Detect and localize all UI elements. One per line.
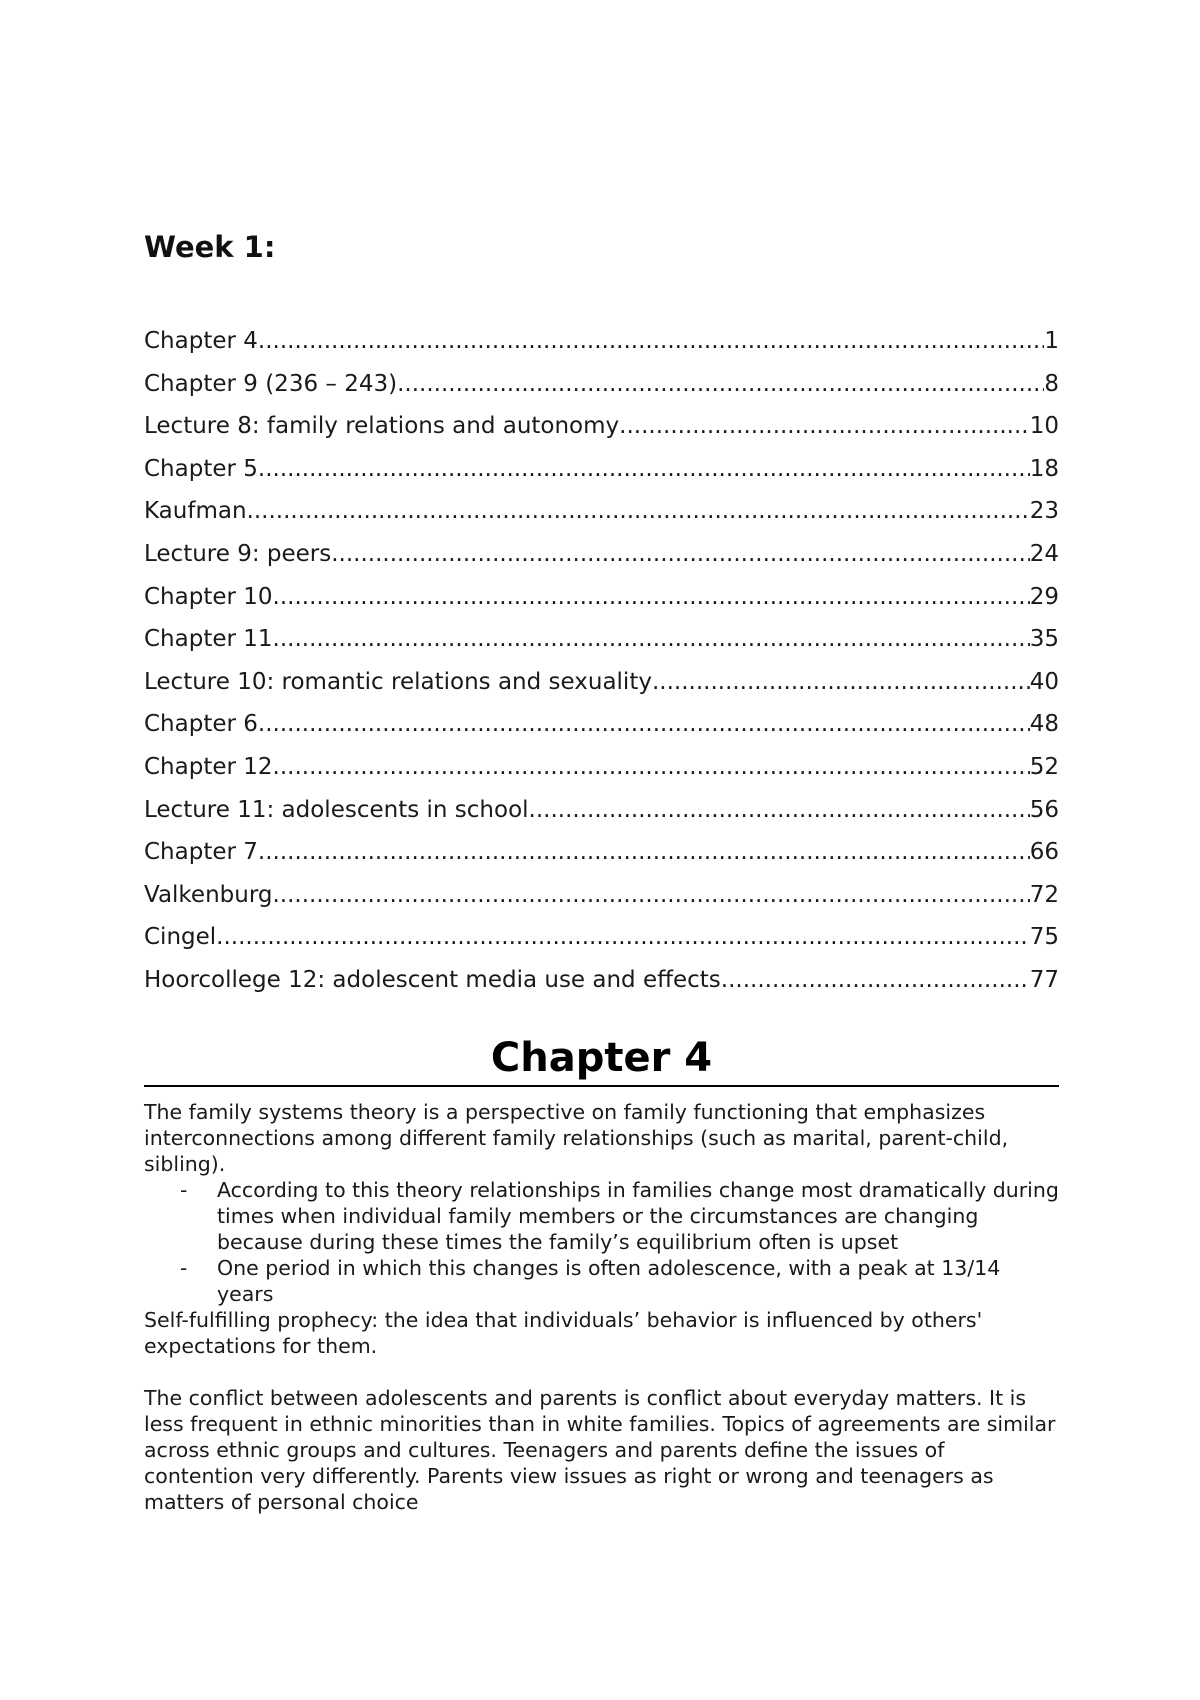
toc-entry-title: Chapter 11 (144, 626, 273, 653)
table-of-contents (144, 320, 1059, 1002)
toc-entry[interactable] (144, 618, 1059, 661)
toc-entry-page: 75 (1029, 924, 1059, 951)
toc-entry-title: Chapter 6 (144, 711, 258, 738)
toc-entry-page: 66 (1029, 839, 1059, 866)
toc-leader-dots (721, 959, 1030, 1002)
toc-entry[interactable] (144, 789, 1059, 832)
toc-entry[interactable] (144, 874, 1059, 917)
toc-leader-dots (247, 490, 1030, 533)
toc-entry-page: 40 (1029, 668, 1059, 695)
toc-entry-title: Lecture 8: family relations and autonomy (144, 413, 620, 440)
toc-entry-title: Chapter 9 (236 – 243) (144, 370, 398, 397)
list-item (144, 1177, 1059, 1255)
toc-leader-dots (619, 405, 1030, 448)
toc-entry[interactable] (144, 703, 1059, 746)
toc-entry-page: 52 (1029, 753, 1059, 780)
toc-entry[interactable] (144, 320, 1059, 363)
toc-entry-title: Chapter 10 (144, 583, 273, 610)
toc-entry-title: Lecture 11: adolescents in school (144, 796, 529, 823)
toc-leader-dots (258, 831, 1030, 874)
toc-entry-page: 8 (1044, 370, 1059, 397)
toc-entry-page: 24 (1029, 540, 1059, 567)
toc-entry-title: Lecture 10: romantic relations and sexuality (144, 668, 652, 695)
toc-leader-dots (258, 448, 1030, 491)
toc-entry[interactable] (144, 746, 1059, 789)
toc-entry-title: Kaufman (144, 498, 247, 525)
toc-entry-page: 18 (1029, 455, 1059, 482)
prophecy-paragraph: Self-fulfilling prophecy: the idea that individuals’ behavior is influenced by others' expectations for them. (144, 1308, 983, 1358)
toc-entry[interactable] (144, 363, 1059, 406)
toc-entry-page: 23 (1029, 498, 1059, 525)
toc-entry-title: Valkenburg (144, 881, 273, 908)
toc-leader-dots (216, 916, 1030, 959)
toc-entry-title: Cingel (144, 924, 217, 951)
dash-bullet-icon: - (180, 1256, 188, 1280)
toc-entry-title: Chapter 5 (144, 455, 258, 482)
toc-entry-title: Hoorcollege 12: adolescent media use and effects (144, 966, 721, 993)
toc-leader-dots (652, 661, 1030, 704)
toc-leader-dots (258, 703, 1030, 746)
toc-entry[interactable] (144, 490, 1059, 533)
toc-entry-page: 35 (1029, 626, 1059, 653)
toc-entry-page: 1 (1044, 328, 1059, 354)
toc-entry-page: 72 (1029, 881, 1059, 908)
toc-entry[interactable] (144, 576, 1059, 619)
toc-entry[interactable] (144, 448, 1059, 491)
toc-entry[interactable] (144, 533, 1059, 576)
list-item (144, 1255, 1059, 1307)
intro-paragraph: The family systems theory is a perspective on family functioning that emphasizes interconnections among different family relationships (such as marital, parent-child, sibling). (144, 1100, 1009, 1176)
toc-leader-dots (529, 789, 1030, 832)
chapter-divider (144, 1085, 1059, 1087)
list-item-text: According to this theory relationships in families change most dramatically during times when individual family members or the circumstances are changing because during these times the family’s equilibrium often is upset (217, 1178, 1059, 1254)
toc-entry-title: Lecture 9: peers (144, 540, 332, 567)
toc-leader-dots (258, 320, 1044, 363)
toc-entry[interactable] (144, 831, 1059, 874)
toc-entry[interactable] (144, 661, 1059, 704)
toc-leader-dots (273, 618, 1030, 661)
toc-entry-page: 48 (1029, 711, 1059, 738)
toc-leader-dots (397, 363, 1044, 406)
toc-entry-title: Chapter 7 (144, 839, 258, 866)
toc-entry[interactable] (144, 959, 1059, 1002)
toc-entry-page: 77 (1029, 966, 1059, 993)
dash-bullet-icon: - (180, 1178, 188, 1202)
toc-entry-page: 10 (1029, 413, 1059, 440)
week-heading: Week 1: (144, 230, 276, 264)
paragraph-spacer (144, 1359, 1059, 1385)
chapter-body (144, 1099, 1059, 1515)
chapter-heading: Chapter 4 (490, 1035, 713, 1081)
toc-entry[interactable] (144, 916, 1059, 959)
list-item-text: One period in which this changes is often adolescence, with a peak at 13/14 years (217, 1256, 1001, 1306)
toc-entry-title: Chapter 4 (144, 328, 258, 354)
bullet-list (144, 1177, 1059, 1307)
toc-leader-dots (273, 874, 1030, 917)
toc-entry-page: 56 (1029, 796, 1059, 823)
toc-leader-dots (331, 533, 1029, 576)
toc-leader-dots (273, 746, 1030, 789)
toc-leader-dots (273, 576, 1030, 619)
toc-entry[interactable] (144, 405, 1059, 448)
conflict-paragraph: The conflict between adolescents and parents is conflict about everyday matters. It is less frequent in ethnic minorities than in white families. Topics of agreements are similar across ethnic groups and cultures. Teenagers and parents define the issues of contention very differently. Parents view issues as right or wrong and teenagers as matters of personal choice (144, 1386, 1056, 1514)
toc-entry-page: 29 (1029, 583, 1059, 610)
toc-entry-title: Chapter 12 (144, 753, 273, 780)
